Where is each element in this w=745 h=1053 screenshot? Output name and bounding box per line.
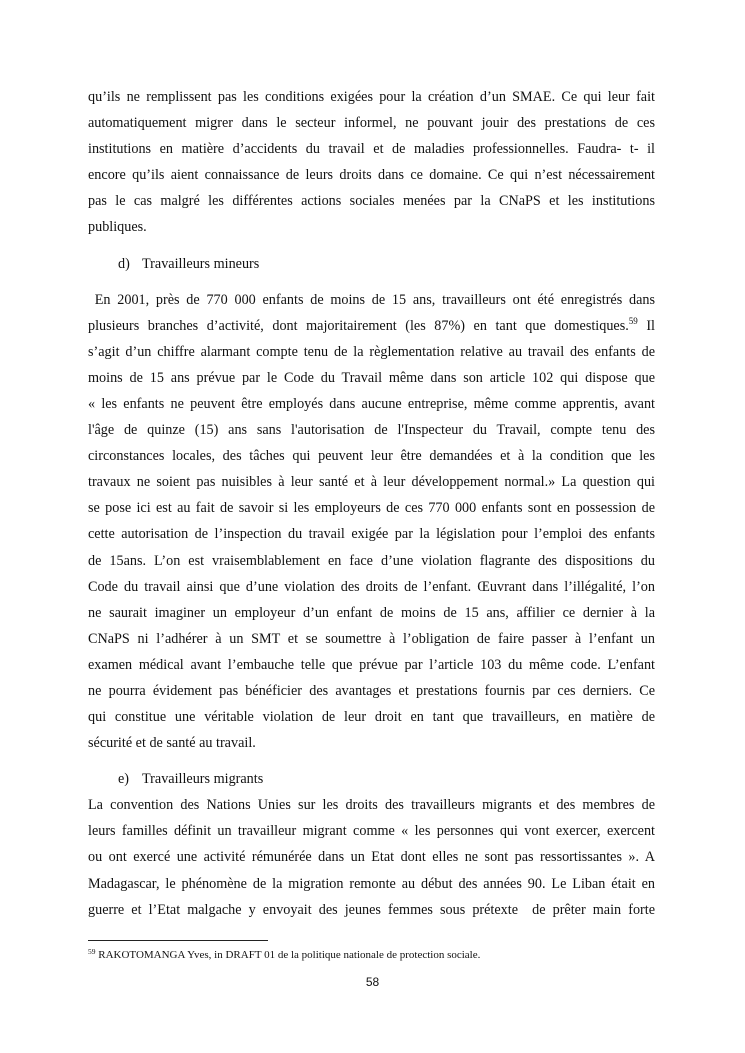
text-line: examen médical avant l’embauche telle que prévue par l’article 103 du même code. L’enfant <box>88 656 655 673</box>
text-line: Code du travail ainsi que d’une violation des droits de l’enfant. Œuvrant dans l’illégalité, l’on <box>88 578 655 595</box>
paragraph-migrant-workers <box>88 792 655 922</box>
text-line: publiques. <box>88 219 147 236</box>
heading-title: Travailleurs mineurs <box>142 255 260 272</box>
text-line: moins de 15 ans prévue par le Code du Travail même dans son article 102 qui dispose que <box>88 369 655 386</box>
text-line: institutions en matière d’accidents du travail et de maladies professionnelles. Faudra- t- il <box>88 141 655 158</box>
footnote <box>88 948 480 962</box>
text-line: de 15ans. L’on est vraisemblablement en face d’une violation flagrante des dispositions du <box>88 552 655 569</box>
text-line: cette autorisation de l’inspection du travail exigée par la législation pour l’emploi des enfants <box>88 526 655 543</box>
footnote-ref[interactable]: 59 <box>628 315 638 326</box>
text-line: sécurité et de santé au travail. <box>88 735 256 752</box>
text-line: pas le cas malgré les différentes actions sociales menées par la CNaPS et les institutions <box>88 193 655 210</box>
text-line: se pose ici est au fait de savoir si les employeurs de ces 770 000 enfants sont en possession de <box>88 500 655 517</box>
paragraph-child-workers <box>88 287 655 757</box>
footnote-text: RAKOTOMANGA Yves, in DRAFT 01 de la politique nationale de protection sociale. <box>95 949 481 961</box>
text-line: circonstances locales, des tâches qui peuvent leur être demandées et à la condition que les <box>88 448 655 465</box>
footnote-divider <box>88 940 268 941</box>
text-line: « les enfants ne peuvent être employés dans aucune entreprise, même comme apprentis, avant <box>88 395 655 412</box>
heading-marker: d) <box>118 255 130 272</box>
text-line: automatiquement migrer dans le secteur informel, ne pouvant jouir des prestations de ces <box>88 115 655 132</box>
text-line: s’agit d’un chiffre alarmant compte tenu de la règlementation relative au travail des enfants de <box>88 343 655 360</box>
heading-marker: e) <box>118 771 130 788</box>
text-line: qui constitue une véritable violation de leur droit en tant que travailleurs, en matière de <box>88 709 655 726</box>
text-line: l'âge de quinze (15) ans sans l'autorisation de l'Inspecteur du Travail, compte tenu des <box>88 422 655 439</box>
text-line: ne pourra évidement pas bénéficier des avantages et prestations fournis par ces derniers. Ce <box>88 682 655 699</box>
text-line: CNaPS ni l’adhérer à un SMT et se soumettre à l’obligation de faire passer à l’enfant un <box>88 630 655 647</box>
text-fragment: Il <box>637 317 655 334</box>
text-line: qu’ils ne remplissent pas les conditions exigées pour la création d’un SMAE. Ce qui leur fait <box>88 89 655 105</box>
text-line <box>88 313 655 339</box>
text-line: guerre et l’Etat malgache y envoyait des jeunes femmes sous prétexte de prêter main forte <box>88 901 655 918</box>
text-line: travaux ne soient pas nuisibles à leur santé et à leur développement normal.» La question qui <box>88 474 655 491</box>
text-line: encore qu’ils aient connaissance de leurs droits dans ce domaine. Ce qui n’est nécessairement <box>88 167 655 184</box>
page-number: 58 <box>365 975 380 989</box>
page-body <box>88 84 655 923</box>
text-line: Madagascar, le phénomène de la migration remonte au début des années 90. Le Liban était en <box>88 875 655 892</box>
section-heading-d <box>88 251 655 277</box>
text-line: ne saurait imaginer un employeur d’un enfant de moins de 15 ans, affilier ce dernier à la <box>88 604 655 621</box>
text-line: leurs familles définit un travailleur migrant comme « les personnes qui vont exercer, exercent <box>88 823 655 840</box>
footnote-number: 59 <box>88 947 96 956</box>
text-line: ou ont exercé une activité rémunérée dans un Etat dont elles ne sont pas ressortissantes ». A <box>88 849 655 866</box>
section-heading-e <box>88 766 655 792</box>
text-line: En 2001, près de 770 000 enfants de moins de 15 ans, travailleurs ont été enregistrés dans <box>88 291 655 308</box>
text-fragment: plusieurs branches d’activité, dont majoritairement (les 87%) en tant que domestiques. <box>88 317 629 334</box>
text-line: La convention des Nations Unies sur les droits des travailleurs migrants et des membres de <box>88 797 655 814</box>
paragraph-smae <box>88 84 655 241</box>
heading-title: Travailleurs migrants <box>142 771 264 788</box>
